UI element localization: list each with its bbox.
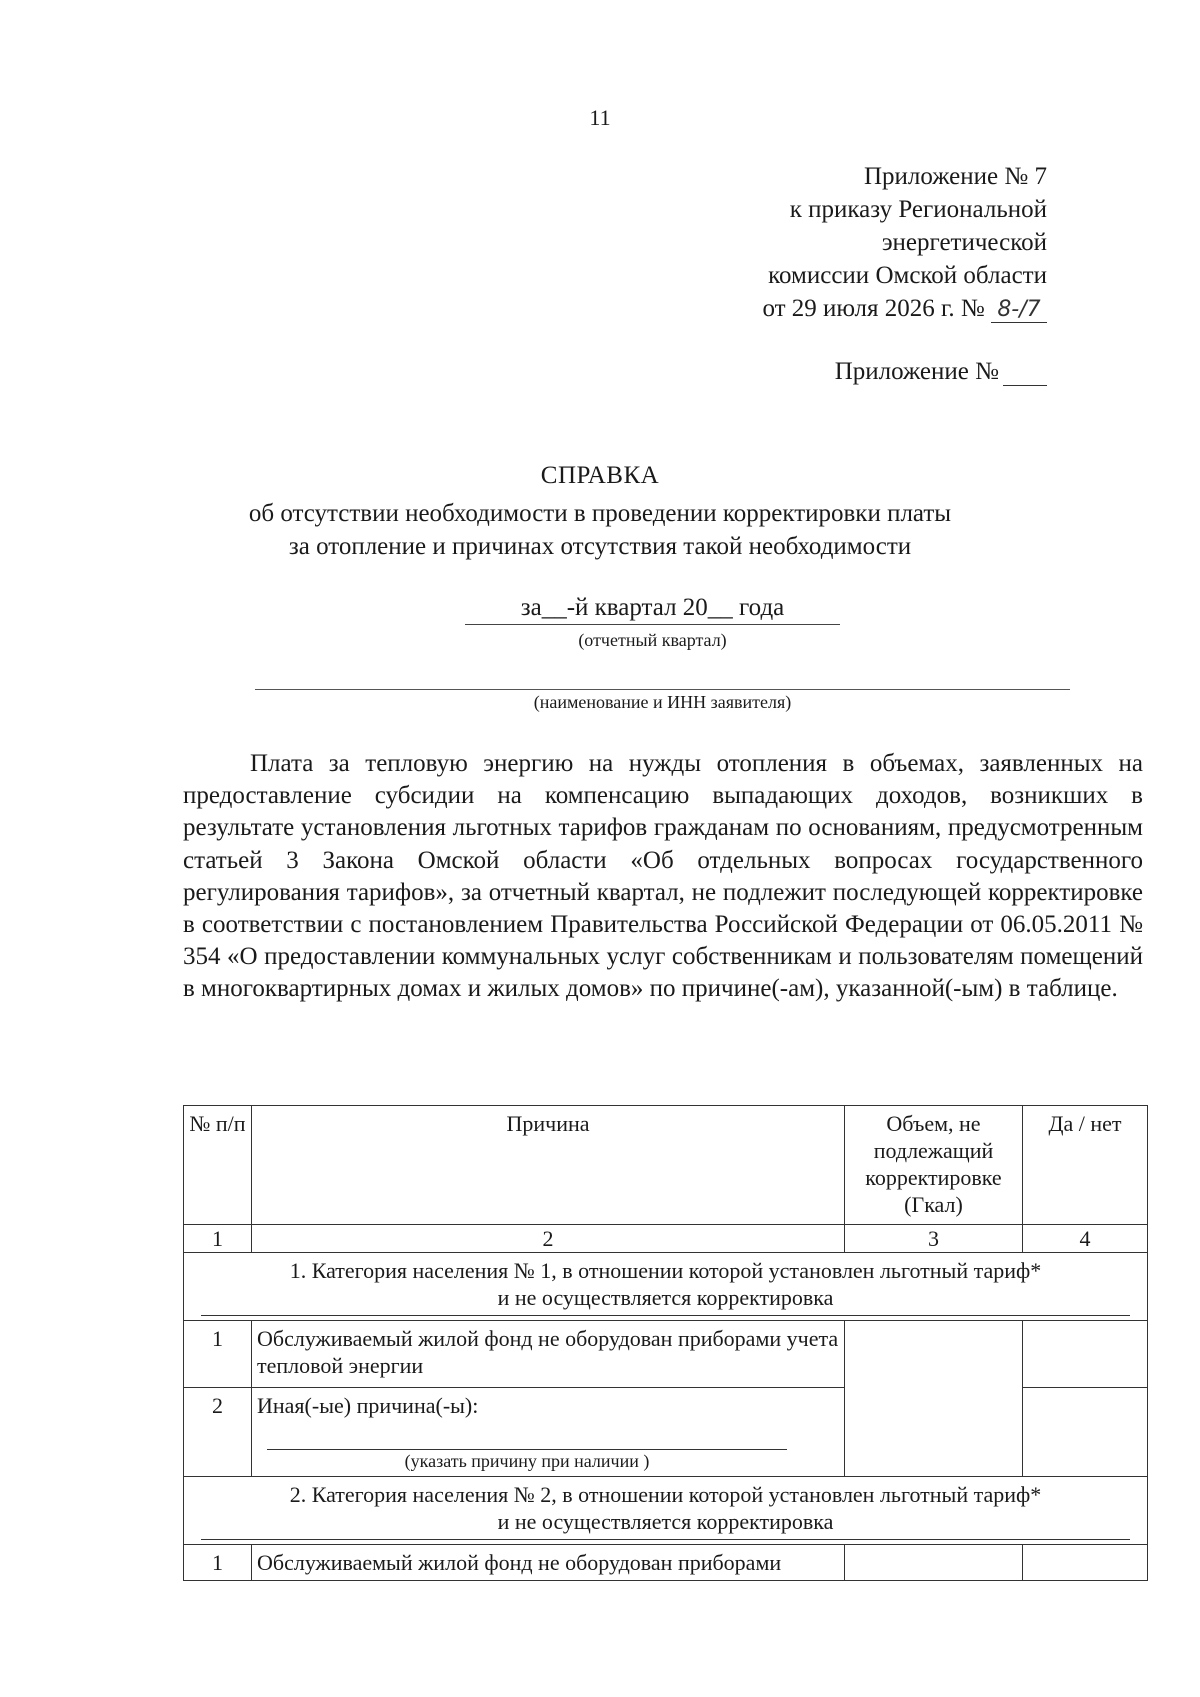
volume-cell[interactable] (845, 1321, 1023, 1477)
column-number: 1 (184, 1225, 252, 1253)
page-number: 11 (589, 105, 611, 130)
subtitle-line-1: об отсутствии необходимости в проведении корректировки платы (248, 500, 952, 527)
subtitle-line-2: за отопление и причинах отсутствия такой необходимости (288, 533, 912, 560)
document-title: СПРАВКА (540, 462, 660, 489)
row-reason: Обслуживаемый жилой фонд не оборудован приборами (252, 1545, 845, 1581)
table-row (184, 1545, 1148, 1581)
header-yesno: Да / нет (1023, 1106, 1148, 1225)
category-1-line-1: 1. Категория населения № 1, в отношении которой установлен льготный тариф* (289, 1258, 1042, 1283)
column-number: 4 (1023, 1225, 1148, 1253)
appendix-blank-label: Приложение № (834, 358, 999, 385)
category-2-title (184, 1477, 1148, 1545)
other-reason-label: Иная(-ые) причина(-ы): (257, 1393, 479, 1418)
appendix-line-1: Приложение № 7 (863, 163, 1047, 190)
volume-cell[interactable] (845, 1545, 1023, 1581)
reporting-period: за__-й квартал 20__ года (465, 592, 840, 625)
appendix-line-4: комиссии Омской области (768, 262, 1047, 289)
appendix-blank (835, 358, 1047, 386)
category-2-line-2: и не осуществляется корректировка (497, 1509, 834, 1534)
category-1-row (184, 1253, 1148, 1321)
row-reason: Обслуживаемый жилой фонд не оборудован приборами учета тепловой энергии (252, 1321, 845, 1388)
column-number: 2 (252, 1225, 845, 1253)
order-date: от 29 июля 2026 г. № (762, 295, 985, 322)
body-paragraph (183, 748, 1143, 1006)
period-caption: (отчетный квартал) (578, 630, 727, 650)
column-number: 3 (845, 1225, 1023, 1253)
table-row (184, 1321, 1148, 1388)
other-reason-input-line[interactable] (267, 1419, 787, 1450)
yesno-cell[interactable] (1023, 1388, 1148, 1477)
document-subtitle (0, 497, 1200, 563)
header-num: № п/п (184, 1106, 252, 1225)
yesno-cell[interactable] (1023, 1545, 1148, 1581)
appendix-line-5 (762, 292, 1047, 325)
table-column-numbers (184, 1225, 1148, 1253)
order-number: 8-/7 (991, 298, 1047, 323)
category-1-line-2: и не осуществляется корректировка (497, 1285, 834, 1310)
applicant-field-line (255, 688, 1070, 690)
appendix-blank-line (1003, 361, 1047, 386)
category-2-row (184, 1477, 1148, 1545)
row-num: 1 (184, 1321, 252, 1388)
appendix-line-3: энергетической (881, 229, 1047, 256)
category-1-title (184, 1253, 1148, 1321)
header-volume: Объем, не подлежащий корректировке (Гкал) (845, 1106, 1023, 1225)
body-text: Плата за тепловую энергию на нужды отопления в объемах, заявленных на предоставление субсидии на компенсацию выпадающих доходов, возникших в результате установления льготных тарифов гражданам по основаниям, предусмотренным статьей 3 Закона Омской области «Об отдельных вопросах государственного регулирования тарифов», за отчетный квартал, не подлежит последующей корректировке в соответствии с постановлением Правительства Российской Федерации от 06.05.2011 № 354 «О предоставлении коммунальных услуг собственникам и пользователям помещений в многоквартирных домах и жилых домов» по причине(-ам), указанной(-ым) в таблице. (183, 750, 1143, 1003)
category-2-line-1: 2. Категория населения № 2, в отношении которой установлен льготный тариф* (289, 1482, 1042, 1507)
appendix-line-2: к приказу Региональной (789, 196, 1047, 223)
applicant-caption: (наименование и ИНН заявителя) (533, 692, 792, 712)
reasons-table (183, 1105, 1148, 1581)
header-reason: Причина (252, 1106, 845, 1225)
row-num: 2 (184, 1388, 252, 1477)
appendix-header (762, 160, 1047, 325)
row-num: 1 (184, 1545, 252, 1581)
row-reason-other (252, 1388, 845, 1477)
yesno-cell[interactable] (1023, 1321, 1148, 1388)
other-reason-caption: (указать причину при наличии ) (404, 1451, 650, 1471)
table-header-row (184, 1106, 1148, 1225)
